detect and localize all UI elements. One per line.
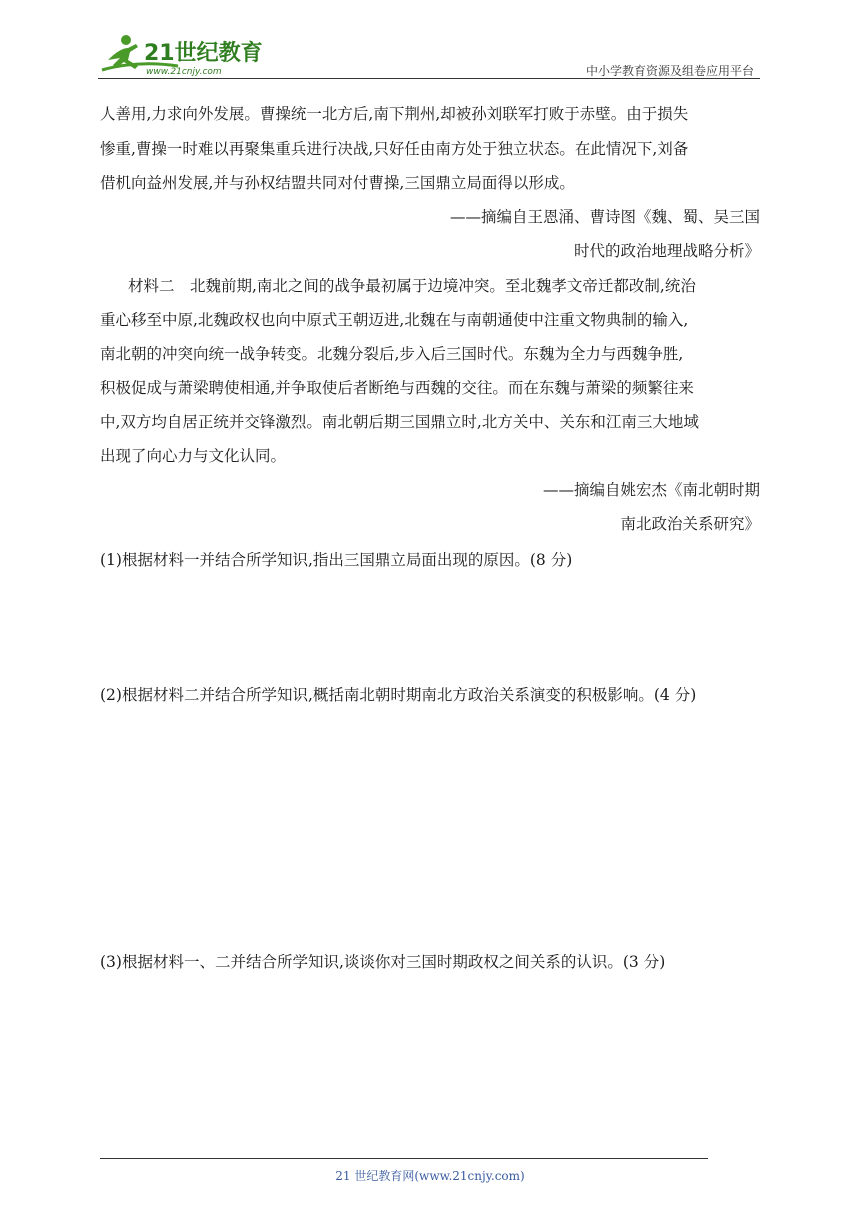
material1-line: 借机向益州发展,并与孙权结盟共同对付曹操,三国鼎立局面得以形成。 <box>100 174 575 192</box>
material2-line: 中,双方均自居正统并交锋激烈。南北朝后期三国鼎立时,北方关中、关东和江南三大地域 <box>100 413 699 431</box>
material1-source: ——摘编自王恩涌、曹诗图《魏、蜀、吴三国 <box>449 208 760 226</box>
material2-line: 重心移至中原,北魏政权也向中原式王朝迈进,北魏在与南朝通使中注重文物典制的输入, <box>100 311 689 329</box>
logo-url: www.21cnjy.com <box>146 67 222 77</box>
question-1: (1)根据材料一并结合所学知识,指出三国鼎立局面出现的原因。(8 分) <box>100 551 573 569</box>
question-2: (2)根据材料二并结合所学知识,概括南北朝时期南北方政治关系演变的积极影响。(4 分) <box>100 686 697 704</box>
material2-source-cont: 南北政治关系研究》 <box>620 515 760 533</box>
footer-link[interactable]: 21 世纪教育网(www.21cnjy.com) <box>335 1169 525 1183</box>
site-logo <box>98 30 268 78</box>
material2-line: 南北朝的冲突向统一战争转变。北魏分裂后,步入后三国时代。东魏为全力与西魏争胜, <box>100 345 684 363</box>
material2-line: 出现了向心力与文化认同。 <box>100 447 287 465</box>
material1-line: 人善用,力求向外发展。曹操统一北方后,南下荆州,却被孙刘联军打败于赤壁。由于损失 <box>100 105 689 123</box>
header-divider <box>98 78 760 79</box>
question-3: (3)根据材料一、二并结合所学知识,谈谈你对三国时期政权之间关系的认识。(3 分) <box>100 953 666 971</box>
material2-source: ——摘编自姚宏杰《南北朝时期 <box>542 481 760 499</box>
page-header <box>98 30 760 82</box>
logo-text: 21世纪教育 <box>144 41 263 66</box>
material1-line: 惨重,曹操一时难以再聚集重兵进行决战,只好任由南方处于独立状态。在此情况下,刘备 <box>100 140 689 158</box>
material2-line: 材料二 北魏前期,南北之间的战争最初属于边境冲突。至北魏孝文帝迁都改制,统治 <box>128 277 696 295</box>
platform-name: 中小学教育资源及组卷应用平台 <box>585 64 754 78</box>
footer-divider <box>100 1158 708 1159</box>
material2-line: 积极促成与萧梁聘使相通,并争取使后者断绝与西魏的交往。而在东魏与萧梁的频繁往来 <box>100 379 694 397</box>
material1-source-cont: 时代的政治地理战略分析》 <box>573 242 760 260</box>
